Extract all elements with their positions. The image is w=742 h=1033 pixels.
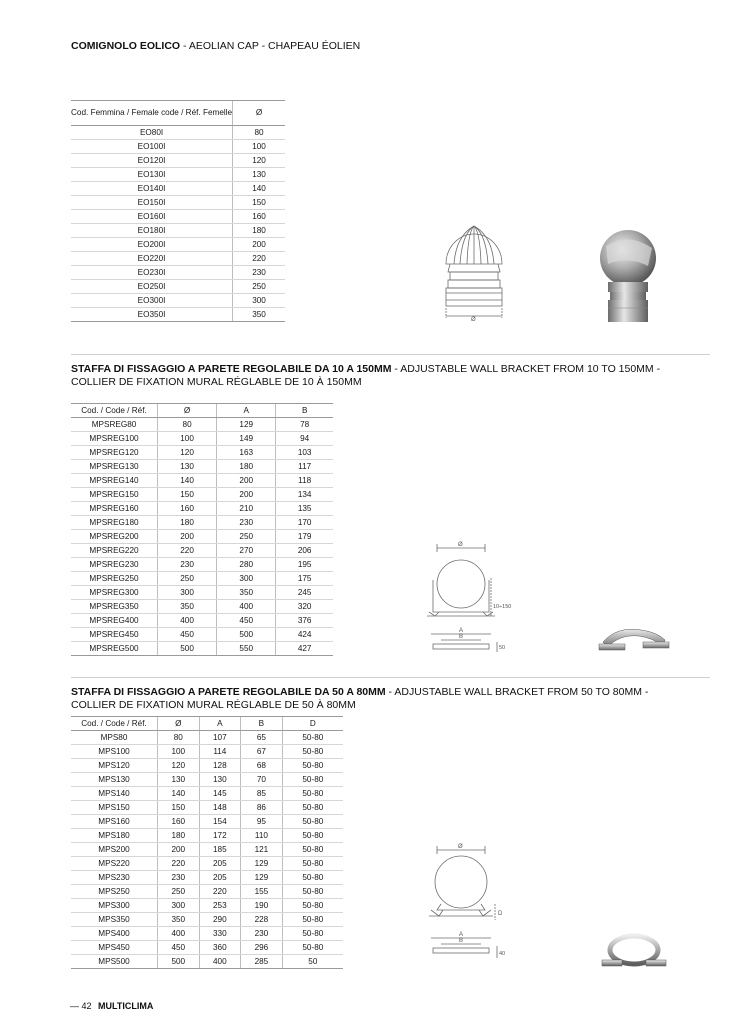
table-cell: MPS450 xyxy=(71,941,158,955)
table-cell: MPS400 xyxy=(71,927,158,941)
brand-name: MULTICLIMA xyxy=(98,1001,154,1011)
table-cell: EO300I xyxy=(71,294,233,308)
table-cell: 130 xyxy=(158,460,217,474)
table-row xyxy=(71,731,343,745)
table-cell: 205 xyxy=(199,871,241,885)
table-cell: 145 xyxy=(199,787,241,801)
table-cell: 550 xyxy=(217,642,276,656)
height-label: 50 xyxy=(499,645,506,651)
table-row xyxy=(71,773,343,787)
table-cell: MPSREG180 xyxy=(71,516,158,530)
table-cell: 300 xyxy=(217,572,276,586)
table-cell: MPSREG200 xyxy=(71,530,158,544)
table-row xyxy=(71,488,333,502)
table-cell: 140 xyxy=(158,474,217,488)
table-row xyxy=(71,224,285,238)
table-cell: 320 xyxy=(276,600,333,614)
table-cell: 50-80 xyxy=(282,941,343,955)
table-cell: 135 xyxy=(276,502,333,516)
table-row xyxy=(71,168,285,182)
table-cell: 163 xyxy=(217,446,276,460)
table-cell: 100 xyxy=(233,140,285,154)
table-cell: 120 xyxy=(233,154,285,168)
table-cell: MPS150 xyxy=(71,801,158,815)
table-row xyxy=(71,238,285,252)
table-header: Cod. Femmina / Female code / Réf. Femelle xyxy=(71,101,233,126)
table-cell: 200 xyxy=(217,474,276,488)
table-row xyxy=(71,885,343,899)
table-cell: 50-80 xyxy=(282,885,343,899)
table-cell: 360 xyxy=(199,941,241,955)
table-cell: 200 xyxy=(217,488,276,502)
table-cell: 190 xyxy=(241,899,283,913)
table-cell: MPS80 xyxy=(71,731,158,745)
table-cell: MPSREG160 xyxy=(71,502,158,516)
table-cell: 50-80 xyxy=(282,815,343,829)
table-cell: 70 xyxy=(241,773,283,787)
table-cell: 130 xyxy=(158,773,200,787)
diameter-label: Ø xyxy=(458,542,463,548)
table-cell: 86 xyxy=(241,801,283,815)
table-cell: 134 xyxy=(276,488,333,502)
table-header: A xyxy=(217,404,276,418)
page-number: 42 xyxy=(81,1001,92,1011)
table-cell: 450 xyxy=(158,628,217,642)
table-cell: EO130I xyxy=(71,168,233,182)
table-cell: 50-80 xyxy=(282,759,343,773)
table-row xyxy=(71,628,333,642)
table-cell: 155 xyxy=(241,885,283,899)
a-label: A xyxy=(459,932,464,938)
table-row xyxy=(71,210,285,224)
table-cell: 128 xyxy=(199,759,241,773)
table-cell: 170 xyxy=(276,516,333,530)
table-cell: 180 xyxy=(233,224,285,238)
table-header: A xyxy=(199,717,241,731)
table-cell: MPS250 xyxy=(71,885,158,899)
table-cell: 350 xyxy=(158,600,217,614)
table-row xyxy=(71,586,333,600)
table-row xyxy=(71,280,285,294)
table-cell: 50-80 xyxy=(282,899,343,913)
table-cell: EO180I xyxy=(71,224,233,238)
table-cell: MPSREG120 xyxy=(71,446,158,460)
table-cell: 300 xyxy=(233,294,285,308)
table-cell: EO140I xyxy=(71,182,233,196)
table-row xyxy=(71,502,333,516)
table-cell: 85 xyxy=(241,787,283,801)
table-cell: 230 xyxy=(233,266,285,280)
table-cell: 95 xyxy=(241,815,283,829)
table-row xyxy=(71,955,343,969)
table-row xyxy=(71,308,285,322)
table-cell: 220 xyxy=(233,252,285,266)
bracket-10-150-drawing xyxy=(425,538,517,656)
table-row xyxy=(71,787,343,801)
table-cell: MPSREG130 xyxy=(71,460,158,474)
table-cell: 100 xyxy=(158,745,200,759)
table-cell: 230 xyxy=(217,516,276,530)
table-row xyxy=(71,154,285,168)
table-cell: MPS160 xyxy=(71,815,158,829)
table-cell: MPSREG140 xyxy=(71,474,158,488)
table-cell: 80 xyxy=(233,126,285,140)
table-row xyxy=(71,266,285,280)
table-cell: EO120I xyxy=(71,154,233,168)
table-cell: 50-80 xyxy=(282,731,343,745)
table-cell: 149 xyxy=(217,432,276,446)
table-header: Ø xyxy=(158,717,200,731)
table-cell: 253 xyxy=(199,899,241,913)
bracket-50-80-drawing xyxy=(425,840,517,964)
table-cell: MPS130 xyxy=(71,773,158,787)
table-cell: 280 xyxy=(217,558,276,572)
table-cell: 175 xyxy=(276,572,333,586)
table-cell: 140 xyxy=(158,787,200,801)
table-cell: MPS300 xyxy=(71,899,158,913)
table-cell: MPSREG150 xyxy=(71,488,158,502)
table-header: D xyxy=(282,717,343,731)
table-cell: MPS350 xyxy=(71,913,158,927)
table-cell: 300 xyxy=(158,899,200,913)
table-cell: MPS230 xyxy=(71,871,158,885)
table-header: Ø xyxy=(233,101,285,126)
table-row xyxy=(71,815,343,829)
table-row xyxy=(71,614,333,628)
table-cell: 350 xyxy=(233,308,285,322)
table-header: Cod. / Code / Réf. xyxy=(71,404,158,418)
table-cell: 150 xyxy=(233,196,285,210)
table-cell: MPSREG220 xyxy=(71,544,158,558)
table-header: B xyxy=(241,717,283,731)
bracket-50-80-table xyxy=(71,716,343,969)
a-label: A xyxy=(459,628,464,634)
table-cell: 80 xyxy=(158,418,217,432)
table-cell: 220 xyxy=(158,544,217,558)
diameter-label: Ø xyxy=(458,844,463,850)
table-row xyxy=(71,544,333,558)
section-title-bracket-10-150: STAFFA DI FISSAGGIO A PARETE REGOLABILE DA 10 A 150MM - ADJUSTABLE WALL BRACKET FROM 10 TO 150MM - COLLIER DE FIXATION MURAL RÉGLABLE DE 10 À 150MM xyxy=(71,363,661,388)
table-cell: MPSREG80 xyxy=(71,418,158,432)
table-cell: 450 xyxy=(158,941,200,955)
table-cell: 107 xyxy=(199,731,241,745)
table-cell: 180 xyxy=(217,460,276,474)
table-cell: 245 xyxy=(276,586,333,600)
table-cell: MPS220 xyxy=(71,857,158,871)
table-cell: MPS140 xyxy=(71,787,158,801)
table-cell: 50-80 xyxy=(282,843,343,857)
table-cell: 270 xyxy=(217,544,276,558)
table-row xyxy=(71,432,333,446)
table-cell: 120 xyxy=(158,446,217,460)
bracket-10-150-photo xyxy=(597,622,671,654)
range-label: 10÷150 xyxy=(493,604,512,610)
table-row xyxy=(71,140,285,154)
table-cell: 118 xyxy=(276,474,333,488)
table-cell: 65 xyxy=(241,731,283,745)
table-cell: EO200I xyxy=(71,238,233,252)
table-cell: 400 xyxy=(158,927,200,941)
table-row xyxy=(71,252,285,266)
table-cell: MPSREG400 xyxy=(71,614,158,628)
table-row xyxy=(71,913,343,927)
table-cell: 50-80 xyxy=(282,787,343,801)
table-row xyxy=(71,829,343,843)
table-row xyxy=(71,871,343,885)
table-cell: 50-80 xyxy=(282,857,343,871)
page-footer: — 42 MULTICLIMA xyxy=(70,1001,154,1011)
table-cell: 130 xyxy=(233,168,285,182)
section-title-aeolian-cap: COMIGNOLO EOLICO - AEOLIAN CAP - CHAPEAU ÉOLIEN xyxy=(71,40,361,52)
table-cell: EO250I xyxy=(71,280,233,294)
table-cell: 129 xyxy=(241,871,283,885)
table-cell: 148 xyxy=(199,801,241,815)
table-row xyxy=(71,182,285,196)
table-cell: 117 xyxy=(276,460,333,474)
table-cell: 250 xyxy=(158,572,217,586)
table-cell: 400 xyxy=(158,614,217,628)
table-row xyxy=(71,600,333,614)
table-cell: 330 xyxy=(199,927,241,941)
table-cell: 103 xyxy=(276,446,333,460)
table-cell: 500 xyxy=(217,628,276,642)
table-cell: 200 xyxy=(158,843,200,857)
table-header: Cod. / Code / Réf. xyxy=(71,717,158,731)
table-cell: 296 xyxy=(241,941,283,955)
table-cell: MPSREG350 xyxy=(71,600,158,614)
table-cell: 50 xyxy=(282,955,343,969)
table-row xyxy=(71,474,333,488)
table-cell: MPSREG250 xyxy=(71,572,158,586)
table-cell: MPSREG300 xyxy=(71,586,158,600)
table-cell: 450 xyxy=(217,614,276,628)
table-row xyxy=(71,745,343,759)
table-cell: MPS200 xyxy=(71,843,158,857)
table-cell: 130 xyxy=(199,773,241,787)
table-cell: 68 xyxy=(241,759,283,773)
height-label: 40 xyxy=(499,951,506,957)
table-cell: 200 xyxy=(233,238,285,252)
b-label: B xyxy=(459,938,464,944)
table-cell: 179 xyxy=(276,530,333,544)
d-label: D xyxy=(498,911,503,917)
table-cell: 129 xyxy=(217,418,276,432)
table-cell: 200 xyxy=(158,530,217,544)
table-cell: 50-80 xyxy=(282,829,343,843)
table-cell: 250 xyxy=(158,885,200,899)
table-cell: MPS120 xyxy=(71,759,158,773)
table-cell: 50-80 xyxy=(282,773,343,787)
table-row xyxy=(71,927,343,941)
table-cell: 350 xyxy=(158,913,200,927)
table-cell: 160 xyxy=(233,210,285,224)
table-cell: MPSREG500 xyxy=(71,642,158,656)
table-cell: 94 xyxy=(276,432,333,446)
table-cell: 50-80 xyxy=(282,927,343,941)
table-row xyxy=(71,558,333,572)
table-cell: EO100I xyxy=(71,140,233,154)
table-cell: MPS100 xyxy=(71,745,158,759)
table-row xyxy=(71,418,333,432)
table-cell: 230 xyxy=(241,927,283,941)
table-cell: 180 xyxy=(158,829,200,843)
table-cell: 114 xyxy=(199,745,241,759)
aeolian-cap-table xyxy=(71,100,285,322)
table-cell: 50-80 xyxy=(282,745,343,759)
table-cell: EO220I xyxy=(71,252,233,266)
table-row xyxy=(71,294,285,308)
table-cell: 121 xyxy=(241,843,283,857)
table-cell: 205 xyxy=(199,857,241,871)
table-cell: 220 xyxy=(199,885,241,899)
table-cell: 120 xyxy=(158,759,200,773)
table-cell: 230 xyxy=(158,558,217,572)
table-row xyxy=(71,530,333,544)
table-cell: 210 xyxy=(217,502,276,516)
table-row xyxy=(71,759,343,773)
bracket-10-150-table xyxy=(71,403,333,656)
table-row xyxy=(71,516,333,530)
table-cell: 250 xyxy=(217,530,276,544)
table-cell: 160 xyxy=(158,815,200,829)
diameter-label: Ø xyxy=(471,317,476,323)
table-cell: 154 xyxy=(199,815,241,829)
table-cell: 110 xyxy=(241,829,283,843)
table-cell: EO160I xyxy=(71,210,233,224)
table-row xyxy=(71,446,333,460)
table-row xyxy=(71,460,333,474)
table-cell: 129 xyxy=(241,857,283,871)
table-cell: 350 xyxy=(217,586,276,600)
table-row xyxy=(71,572,333,586)
table-cell: 427 xyxy=(276,642,333,656)
table-cell: EO350I xyxy=(71,308,233,322)
table-row xyxy=(71,801,343,815)
table-header: B xyxy=(276,404,333,418)
table-row xyxy=(71,642,333,656)
table-cell: 50-80 xyxy=(282,871,343,885)
table-cell: 80 xyxy=(158,731,200,745)
table-cell: EO230I xyxy=(71,266,233,280)
table-row xyxy=(71,196,285,210)
table-cell: 100 xyxy=(158,432,217,446)
table-cell: 78 xyxy=(276,418,333,432)
table-cell: 500 xyxy=(158,955,200,969)
table-cell: 424 xyxy=(276,628,333,642)
table-cell: 50-80 xyxy=(282,913,343,927)
table-cell: 140 xyxy=(233,182,285,196)
table-row xyxy=(71,899,343,913)
aeolian-cap-drawing xyxy=(438,220,510,326)
table-cell: 160 xyxy=(158,502,217,516)
table-cell: MPSREG450 xyxy=(71,628,158,642)
table-header: Ø xyxy=(158,404,217,418)
table-cell: MPSREG230 xyxy=(71,558,158,572)
table-cell: 206 xyxy=(276,544,333,558)
table-cell: 195 xyxy=(276,558,333,572)
section-title-bracket-50-80: STAFFA DI FISSAGGIO A PARETE REGOLABILE DA 50 A 80MM - ADJUSTABLE WALL BRACKET FROM 50 TO 80MM - COLLIER DE FIXATION MURAL RÉGLABLE DE 50 À 80MM xyxy=(71,686,649,711)
table-cell: 376 xyxy=(276,614,333,628)
table-cell: 500 xyxy=(158,642,217,656)
table-cell: 150 xyxy=(158,801,200,815)
table-cell: EO80I xyxy=(71,126,233,140)
bracket-50-80-photo xyxy=(598,930,670,974)
table-cell: 50-80 xyxy=(282,801,343,815)
table-cell: 290 xyxy=(199,913,241,927)
table-cell: 228 xyxy=(241,913,283,927)
table-row xyxy=(71,126,285,140)
table-cell: MPSREG100 xyxy=(71,432,158,446)
table-cell: 400 xyxy=(199,955,241,969)
table-cell: 150 xyxy=(158,488,217,502)
table-cell: MPS500 xyxy=(71,955,158,969)
table-cell: 400 xyxy=(217,600,276,614)
table-row xyxy=(71,857,343,871)
table-cell: 285 xyxy=(241,955,283,969)
table-row xyxy=(71,941,343,955)
table-row xyxy=(71,843,343,857)
table-cell: 220 xyxy=(158,857,200,871)
table-cell: 180 xyxy=(158,516,217,530)
table-cell: MPS180 xyxy=(71,829,158,843)
table-cell: 300 xyxy=(158,586,217,600)
aeolian-cap-photo xyxy=(592,226,664,326)
table-cell: 185 xyxy=(199,843,241,857)
table-cell: 230 xyxy=(158,871,200,885)
table-cell: 172 xyxy=(199,829,241,843)
table-cell: 67 xyxy=(241,745,283,759)
table-cell: 250 xyxy=(233,280,285,294)
b-label: B xyxy=(459,634,464,640)
table-cell: EO150I xyxy=(71,196,233,210)
